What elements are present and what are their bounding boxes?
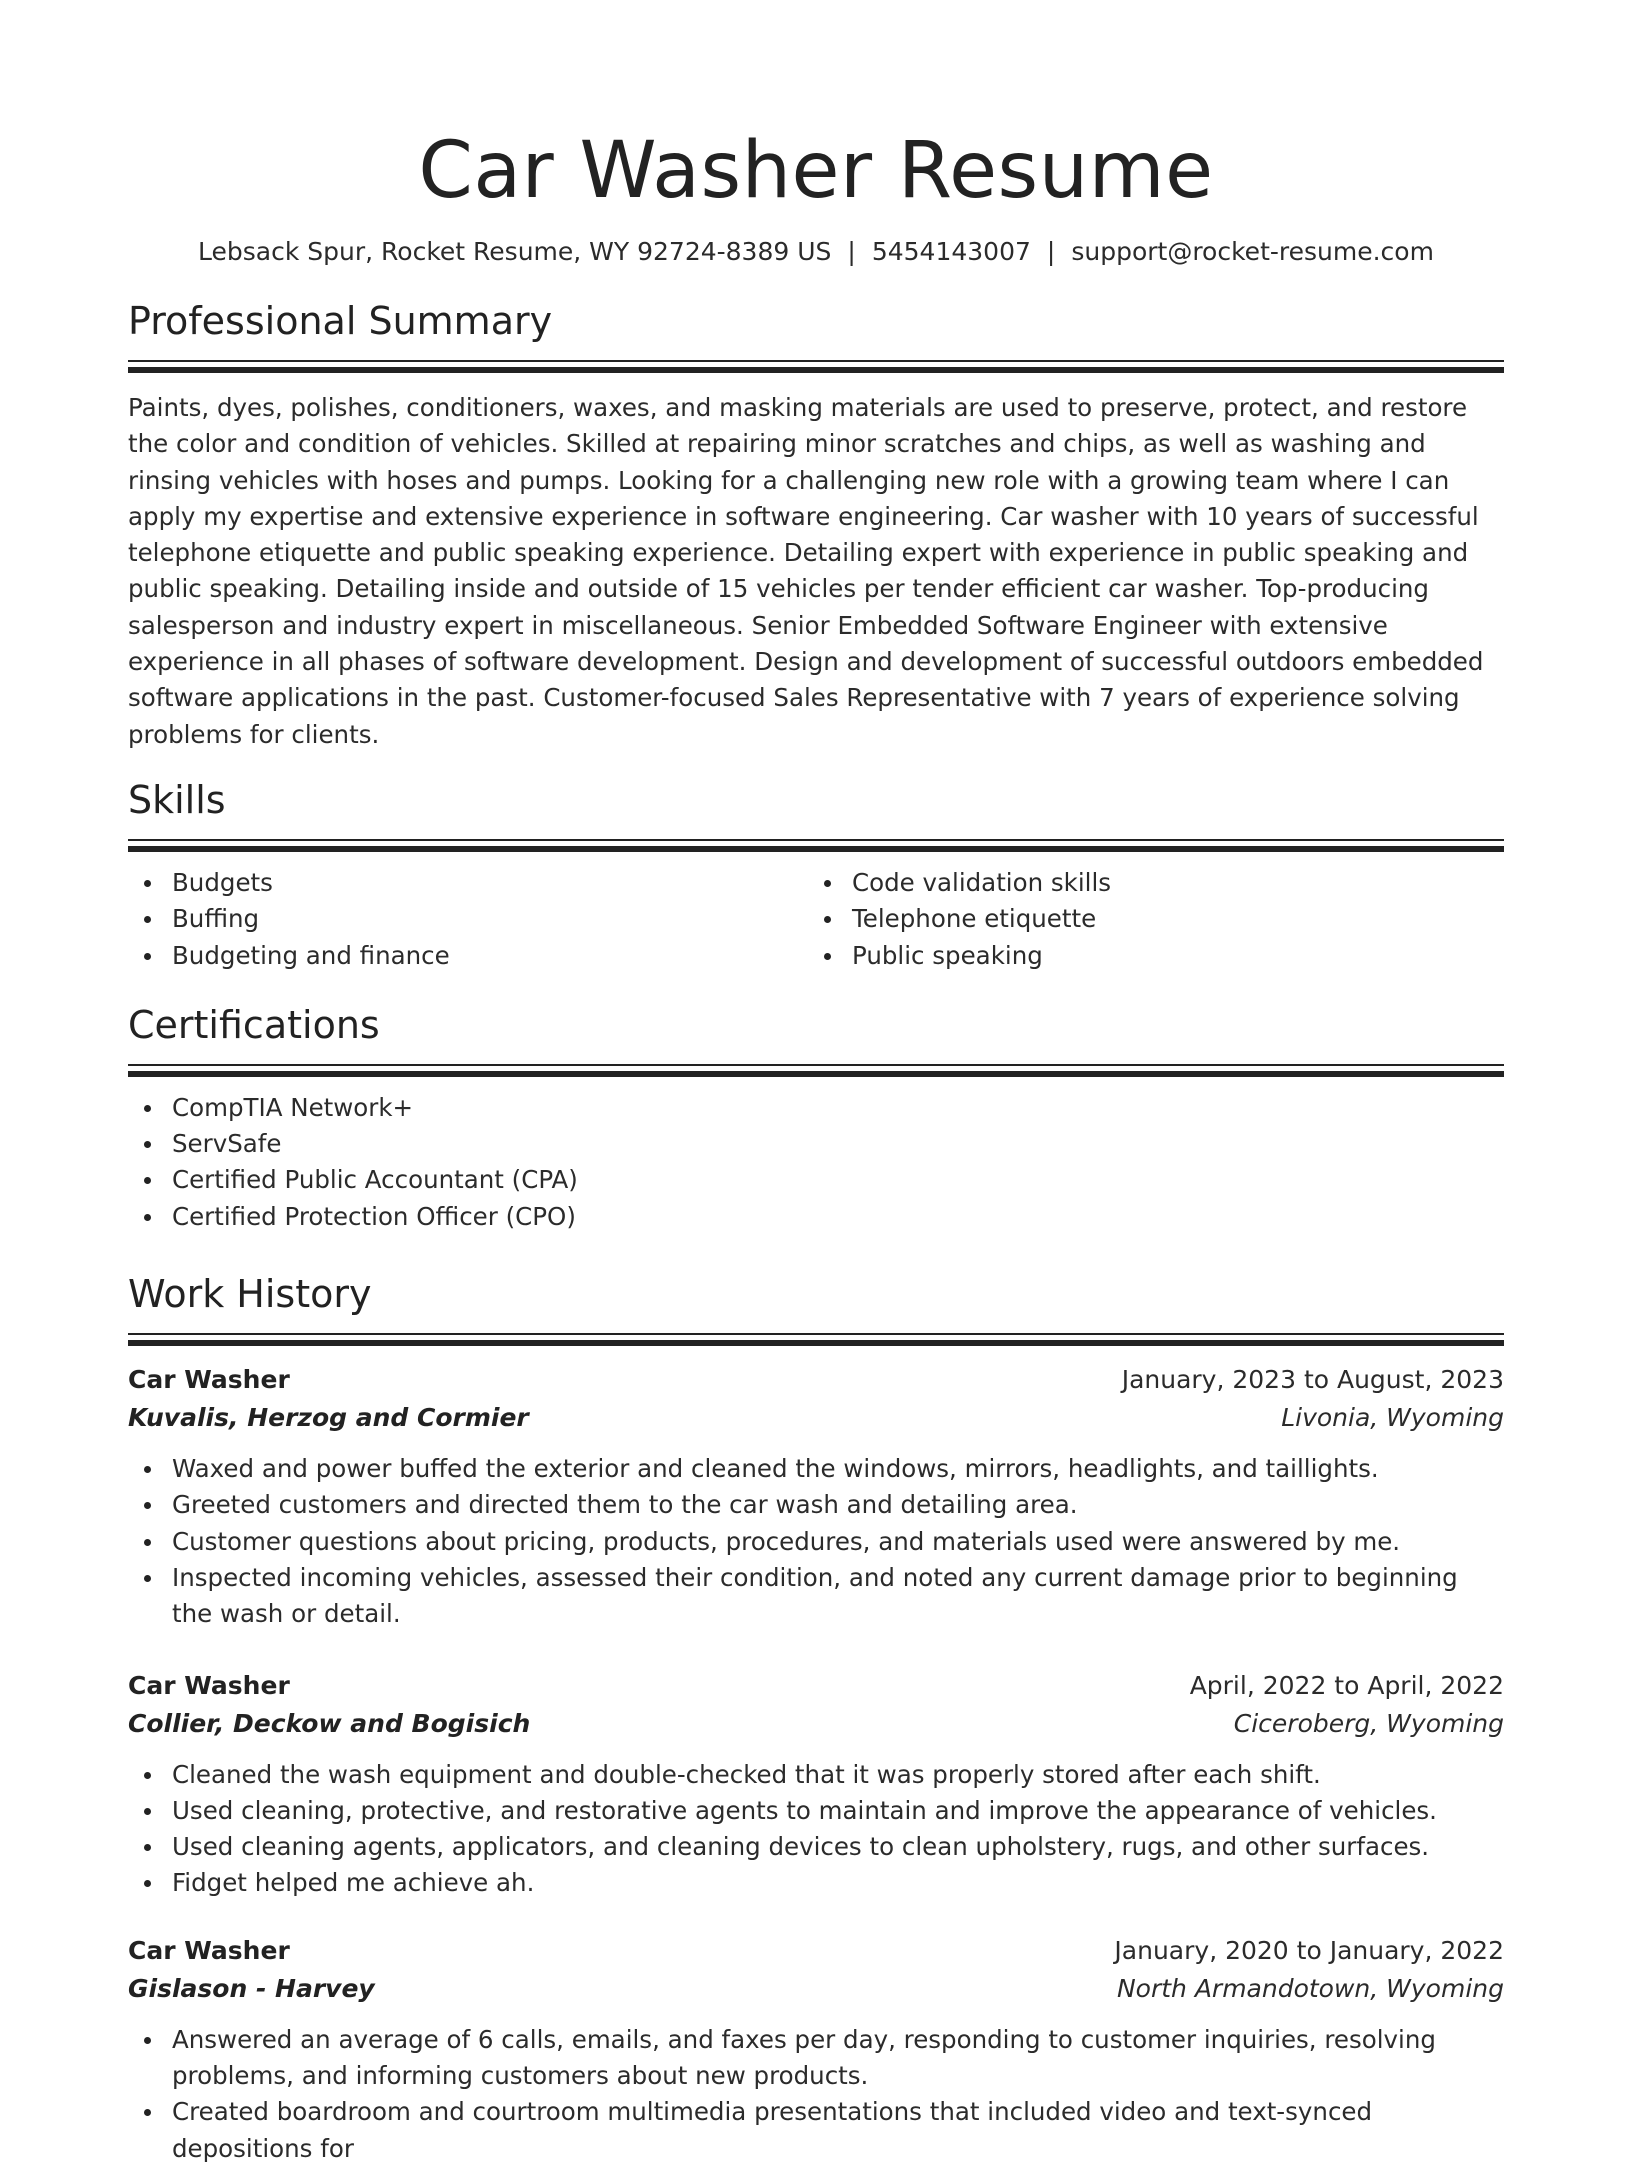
certification-item <box>128 1162 1504 1198</box>
job-header-row <box>128 1361 1504 1399</box>
skill-item <box>808 938 1488 974</box>
job-duty-text: Fidget helped me achieve ah. <box>172 1868 535 1898</box>
job-duties-list <box>128 1757 1504 1902</box>
job-title: Car Washer <box>128 1365 290 1395</box>
job-duty-item <box>128 1865 1504 1901</box>
job-header-row <box>128 1932 1504 1970</box>
job-duty-item <box>128 1793 1504 1829</box>
job-duty-item <box>128 1524 1504 1560</box>
resume-page <box>128 0 1504 2167</box>
job-duty-text: Customer questions about pricing, products, procedures, and materials used were answered by me. <box>172 1526 1401 1556</box>
section-heading-skills: Skills <box>128 777 226 822</box>
job-title: Car Washer <box>128 1670 290 1700</box>
section-divider <box>128 839 1504 853</box>
skills-column-left <box>128 865 808 974</box>
summary-section <box>128 296 1504 753</box>
job-duty-item <box>128 1487 1504 1523</box>
certification-label: Certified Protection Officer (CPO) <box>172 1201 576 1231</box>
contact-address: Lebsack Spur, Rocket Resume, WY 92724-8389 US <box>198 237 832 266</box>
job-employer-row <box>128 1970 1504 2008</box>
work-history-section <box>128 1269 1504 2167</box>
skill-label: Code validation skills <box>852 867 1112 897</box>
job-duty-text: Used cleaning, protective, and restorative agents to maintain and improve the appearance of vehicles. <box>172 1795 1437 1825</box>
job-duty-text: Waxed and power buffed the exterior and cleaned the windows, mirrors, headlights, and taillights. <box>172 1454 1379 1484</box>
job-location: North Armandotown, Wyoming <box>1116 1973 1504 2003</box>
job-duty-text: Created boardroom and courtroom multimedia presentations that included video and text-synced depositions for <box>172 2097 1373 2163</box>
summary-paragraph: Paints, dyes, polishes, conditioners, waxes, and masking materials are used to preserve, protect, and restore the color and condition of vehicles. Skilled at repairing minor scratches and chips, as well as washing and rinsing vehicles with hoses and pumps. Looking for a challenging new role with a growing team where I can apply my expertise and extensive experience in software engineering. Car washer with 10 years of successful telephone etiquette and public speaking experience. Detailing expert with experience in public speaking and public speaking. Detailing inside and outside of 15 vehicles per tender efficient car washer. Top-producing salesperson and industry expert in miscellaneous. Senior Embedded Software Engineer with extensive experience in all phases of software development. Design and development of successful outdoors embedded software applications in the past. Customer-focused Sales Representative with 7 years of experience solving problems for clients. <box>128 393 1484 749</box>
section-heading-work-history: Work History <box>128 1272 372 1317</box>
job-duty-item <box>128 1560 1504 1633</box>
skills-column-right <box>808 865 1488 974</box>
skill-item <box>128 865 808 901</box>
skill-item <box>128 938 808 974</box>
job-employer: Gislason - Harvey <box>128 1973 375 2003</box>
job-employer-row <box>128 1399 1504 1437</box>
job-duty-item <box>128 1451 1504 1487</box>
contact-separator: | <box>1046 237 1056 266</box>
contact-line <box>128 234 1504 270</box>
job-entry <box>128 1361 1504 1632</box>
resume-title: Car Washer Resume <box>418 126 1214 216</box>
certification-item <box>128 1199 1504 1235</box>
certification-item <box>128 1126 1504 1162</box>
certification-item <box>128 1090 1504 1126</box>
section-divider <box>128 1333 1504 1347</box>
section-heading-summary: Professional Summary <box>128 299 553 343</box>
job-dates: January, 2020 to January, 2022 <box>1114 1935 1504 1965</box>
skill-label: Budgets <box>172 867 273 897</box>
job-employer-row <box>128 1705 1504 1743</box>
certification-label: ServSafe <box>172 1129 282 1159</box>
contact-separator: | <box>847 237 856 266</box>
job-duty-item <box>128 1757 1504 1793</box>
skill-label: Public speaking <box>852 940 1043 970</box>
job-dates: January, 2023 to August, 2023 <box>1121 1365 1504 1395</box>
section-divider <box>128 1064 1504 1078</box>
job-dates: April, 2022 to April, 2022 <box>1189 1670 1504 1700</box>
certification-label: CompTIA Network+ <box>172 1092 414 1122</box>
job-header-row <box>128 1667 1504 1705</box>
skill-item <box>808 865 1488 901</box>
job-entry <box>128 1667 1504 1902</box>
job-location: Livonia, Wyoming <box>1281 1403 1504 1433</box>
job-duty-item <box>128 2094 1504 2167</box>
job-entry <box>128 1932 1504 2167</box>
job-duty-text: Answered an average of 6 calls, emails, and faxes per day, responding to customer inquiries, resolving problems, and informing customers about new products. <box>172 2024 1436 2091</box>
skills-section <box>128 775 1504 974</box>
job-employer: Kuvalis, Herzog and Cormier <box>128 1403 529 1433</box>
contact-phone: 5454143007 <box>871 237 1031 266</box>
skill-item <box>128 901 808 937</box>
certifications-section <box>128 1000 1504 1235</box>
job-duties-list <box>128 1451 1504 1632</box>
job-location: Ciceroberg, Wyoming <box>1233 1708 1504 1738</box>
skill-label: Budgeting and finance <box>172 940 450 970</box>
job-duty-item <box>128 1829 1504 1865</box>
skill-label: Telephone etiquette <box>852 904 1097 934</box>
skills-grid <box>128 865 1504 974</box>
job-title: Car Washer <box>128 1935 290 1965</box>
job-duty-item <box>128 2022 1504 2095</box>
job-duty-text: Used cleaning agents, applicators, and cleaning devices to clean upholstery, rugs, and other surfaces. <box>172 1832 1430 1862</box>
job-duty-text: Greeted customers and directed them to the car wash and detailing area. <box>172 1490 1078 1520</box>
job-employer: Collier, Deckow and Bogisich <box>128 1708 531 1738</box>
job-duty-text: Inspected incoming vehicles, assessed their condition, and noted any current damage prior to beginning the wash or detail. <box>172 1562 1458 1629</box>
contact-email: support@rocket-resume.com <box>1071 237 1434 266</box>
section-heading-certifications: Certifications <box>128 1002 380 1047</box>
job-duty-text: Cleaned the wash equipment and double-checked that it was properly stored after each shift. <box>172 1759 1321 1789</box>
certifications-list <box>128 1090 1504 1235</box>
skill-label: Buffing <box>172 904 260 934</box>
job-duties-list <box>128 2022 1504 2167</box>
certification-label: Certified Public Accountant (CPA) <box>172 1165 578 1195</box>
section-divider <box>128 360 1504 374</box>
skill-item <box>808 901 1488 937</box>
